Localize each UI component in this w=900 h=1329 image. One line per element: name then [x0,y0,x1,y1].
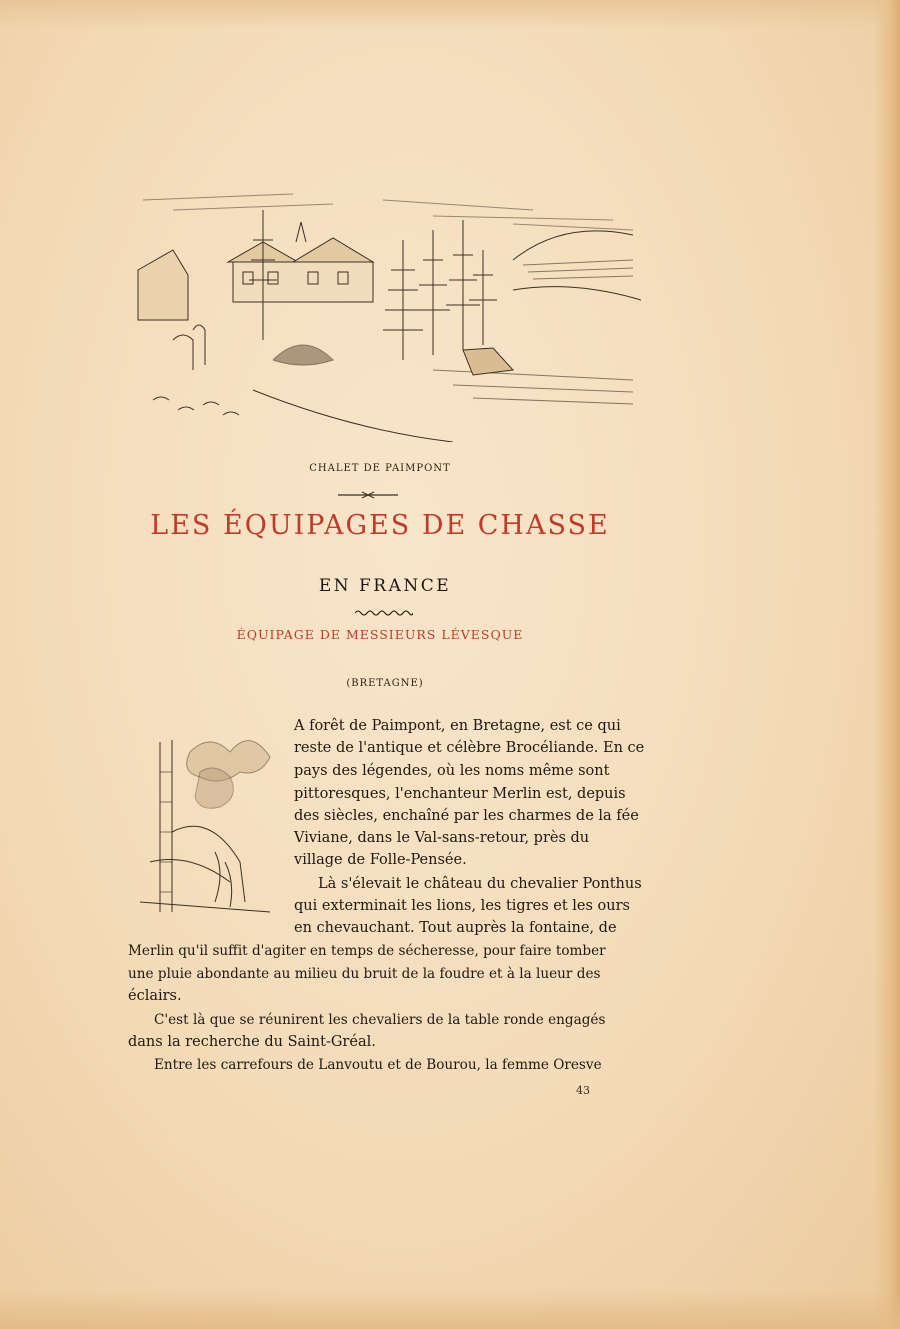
chalet-engraving [133,180,641,442]
body-text-line: des siècles, enchaîné par les charmes de la fée [294,808,639,824]
body-text-line: pays des légendes, où les noms même sont [294,763,610,779]
section-heading: ÉQUIPAGE DE MESSIEURS LÉVESQUE [236,627,524,642]
body-text-line: A forêt de Paimpont, en Bretagne, est ce qui [294,718,621,734]
page-edge-shadow [0,0,900,30]
body-text-line: Viviane, dans le Val-sans-retour, près du [294,830,590,846]
page-edge-shadow [874,0,900,1329]
body-text-line: dans la recherche du Saint-Gréal. [128,1034,376,1050]
wavy-rule [355,609,413,617]
body-text-line: qui exterminait les lions, les tigres et les ours [294,898,630,914]
page-title: LES ÉQUIPAGES DE CHASSE [150,510,610,541]
page-number: 43 [576,1084,590,1097]
body-text-line: Là s'élevait le château du chevalier Ponthus [318,876,642,892]
body-text-line: Merlin qu'il suffit d'agiter en temps de sécheresse, pour faire tomber [128,943,606,959]
body-text-line: C'est là que se réunirent les chevaliers de la table ronde engagés [154,1012,606,1028]
dropcap-engraving [130,712,280,922]
page-subtitle: EN FRANCE [318,576,452,596]
body-text-line: reste de l'antique et célèbre Brocéliande. En ce [294,740,645,756]
body-text-line: village de Folle-Pensée. [294,852,467,868]
body-text-line: Entre les carrefours de Lanvoutu et de Bourou, la femme Oresve [154,1057,602,1073]
body-text-line: une pluie abondante au milieu du bruit de la foudre et à la lueur des [128,966,601,982]
region-label: (BRETAGNE) [346,678,424,689]
ornament-divider [338,491,398,499]
page-edge-shadow [0,1289,900,1329]
illustration-caption: CHALET DE PAIMPONT [309,463,451,474]
body-text-line: en chevauchant. Tout auprès la fontaine, de [294,920,617,936]
body-text-line: pittoresques, l'enchanteur Merlin est, depuis [294,786,626,802]
body-text-line: éclairs. [128,988,182,1004]
